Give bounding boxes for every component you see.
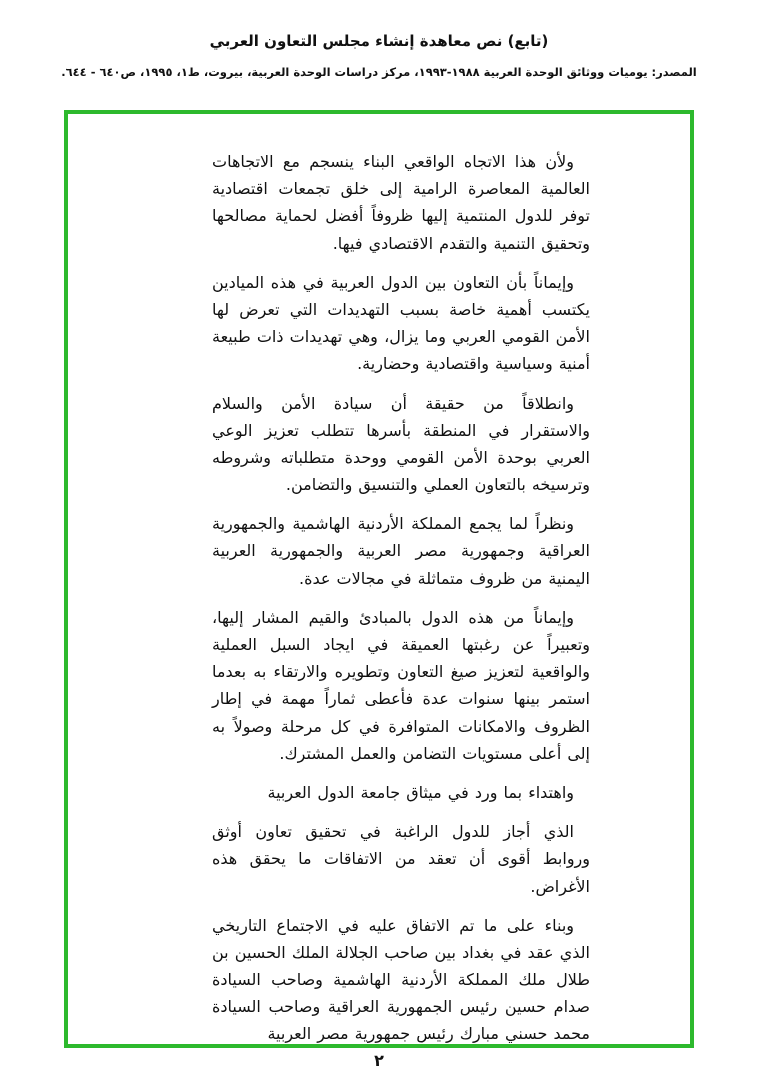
document-title: (تابع) نص معاهدة إنشاء مجلس التعاون العربي [209, 32, 549, 50]
source-line: المصدر: يوميات ووثائق الوحدة العربية ١٩٨٨-١٩٩٣، مركز دراسات الوحدة العربية، بيروت، ط١، ١٩٩٥، ص٦٤٠ - ٦٤٤. [61, 65, 697, 79]
paragraph: ونظراً لما يجمع المملكة الأردنية الهاشمية والجمهورية العراقية وجمهورية مصر العربية والجمهورية العربية اليمنية من ظروف متماثلة في مجالات عدة. [212, 514, 590, 588]
green-border-box [64, 110, 694, 1048]
paragraph: ولأن هذا الاتجاه الواقعي البناء ينسجم مع الاتجاهات العالمية المعاصرة الرامية إلى خلق تجمعات اقتصادية توفر للدول المنتمية إليها ظروفاً أفضل لحماية مصالحها وتحقيق التنمية والتقدم الاقتصادي فيها. [212, 152, 590, 253]
paragraph: وإيماناً بأن التعاون بين الدول العربية في هذه الميادين يكتسب أهمية خاصة بسبب التهديدات التي تعرض لها الأمن القومي العربي وما يزال، وهي تهديدات ذات طبيعة أمنية وسياسية واقتصادية وحضارية. [212, 272, 590, 374]
paragraph: وبناء على ما تم الاتفاق عليه في الاجتماع التاريخي الذي عقد في بغداد بين صاحب الجلالة الملك الحسين بن طلال ملك المملكة الأردنية الهاشمية وصاحب السيادة صدام حسين رئيس الجمهورية العراقية وصاحب السيادة محمد حسني مبارك رئيس جمهورية مصر العربية [212, 915, 590, 1044]
page-header [0, 0, 758, 79]
paragraph: وانطلاقاً من حقيقة أن سيادة الأمن والسلام والاستقرار في المنطقة بأسرها تتطلب تعزيز الوعي العربي بوحدة الأمن القومي ووحدة متطلباته وشروطه وترسيخه بالتعاون العملي والتنسيق والتضامن. [212, 393, 590, 495]
body-text-column [212, 148, 590, 1048]
paragraph: الذي أجاز للدول الراغبة في تحقيق تعاون أوثق وروابط أقوى أن تعقد من الاتفاقات ما يحقق هذه الأغراض. [212, 822, 590, 896]
paragraph: واهتداء بما ورد في ميثاق جامعة الدول العربية [267, 782, 574, 802]
page-number: ٢ [374, 1051, 384, 1070]
paragraph: وإيماناً من هذه الدول بالمبادئ والقيم المشار إليها، وتعبيراً عن رغبتها العميقة في ايجاد السبل العملية والواقعية لتعزيز صيغ التعاون وتطويره والارتقاء به بعدما استمر بينها سنوات عدة فأعطى ثماراً مهمة في إطار الظروف والامكانات المتوافرة في كل مرحلة وصولاً به إلى أعلى مستويات التضامن والعمل المشترك. [212, 607, 590, 763]
